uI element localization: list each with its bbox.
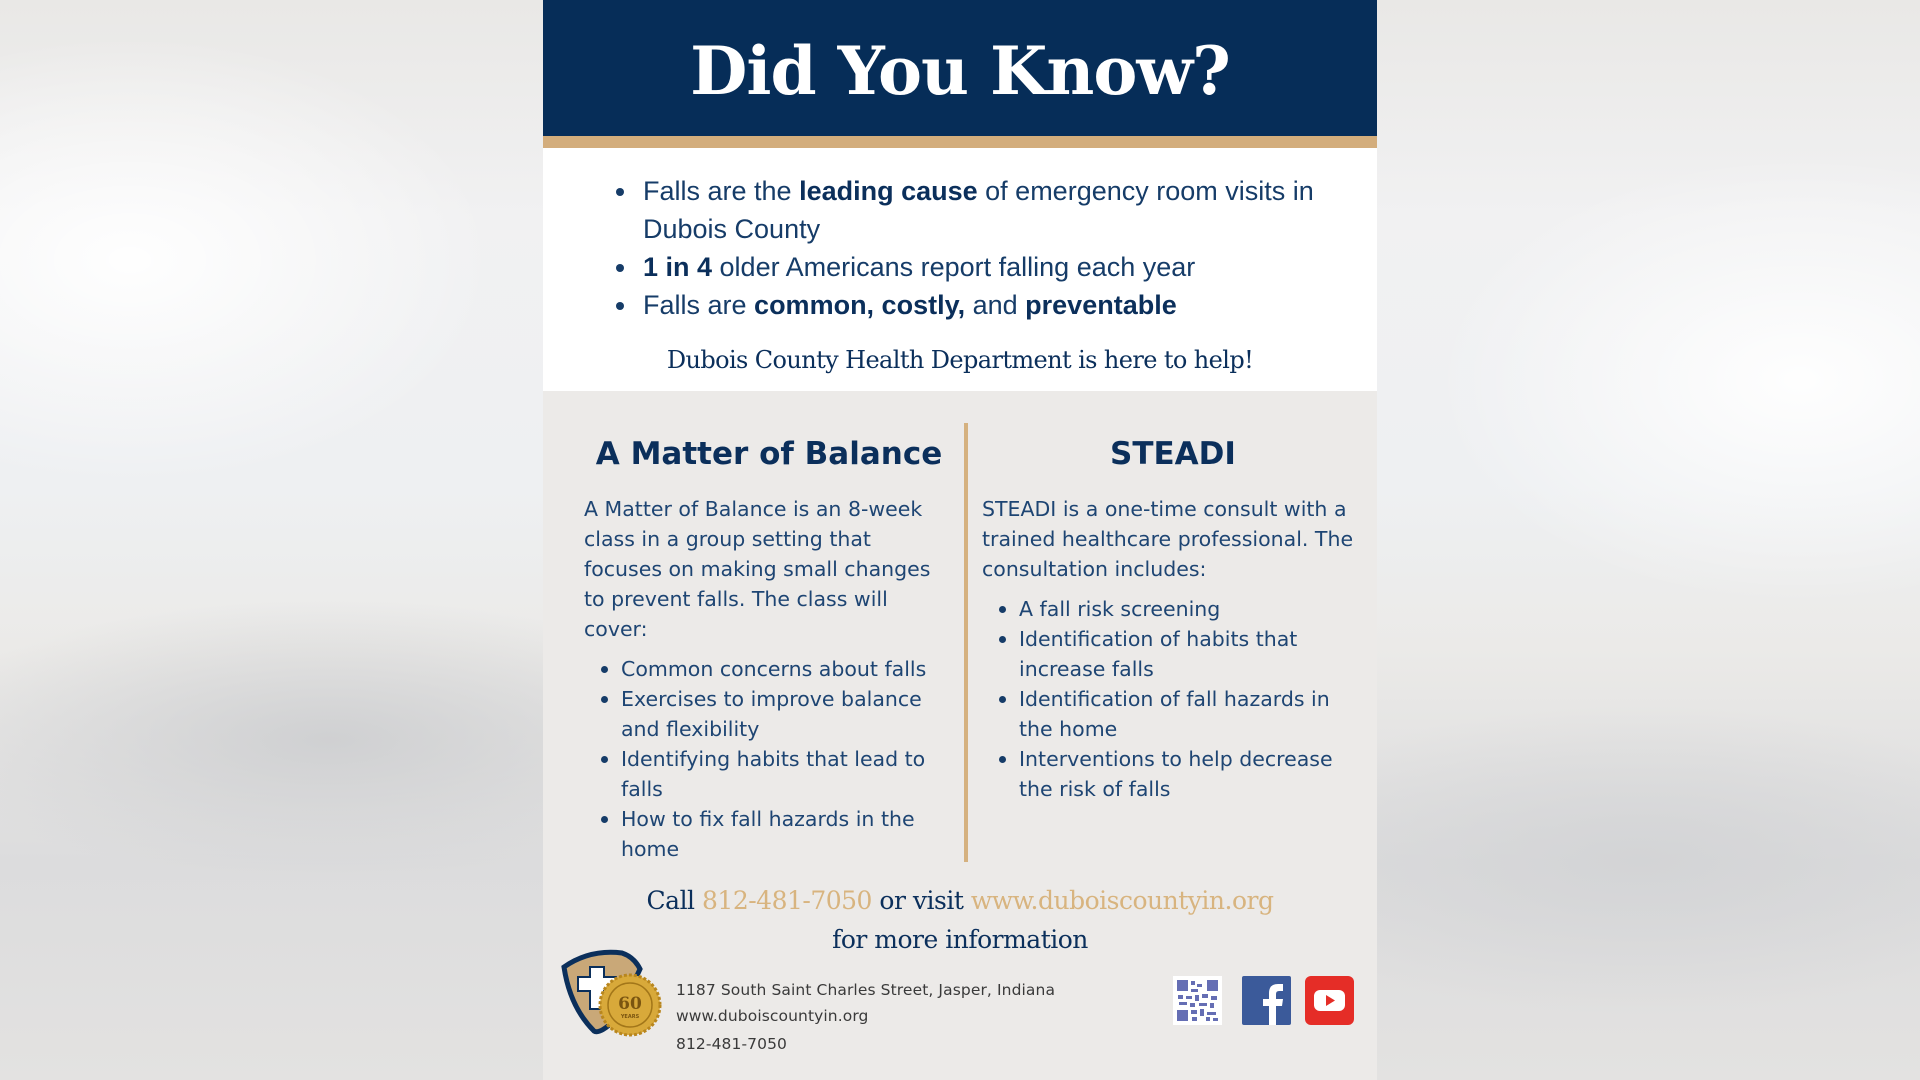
list-item: Identifying habits that lead to falls: [584, 744, 954, 804]
list-item: Identification of fall hazards in the home: [982, 684, 1357, 744]
gold-stripe: [543, 136, 1377, 148]
svg-text:YEARS: YEARS: [620, 1014, 640, 1020]
list-item: Exercises to improve balance and flexibility: [584, 684, 954, 744]
bullet-icon: [601, 816, 608, 823]
fact-item: 1 in 4 older Americans report falling each year: [543, 248, 1377, 286]
bullet-icon: [616, 264, 624, 272]
section-description: STEADI is a one-time consult with a trained healthcare professional. The consultation includes:: [982, 497, 1354, 581]
bullet-icon: [601, 666, 608, 673]
bullet-icon: [601, 696, 608, 703]
section-title: A Matter of Balance: [595, 436, 943, 472]
facebook-icon[interactable]: [1242, 976, 1291, 1025]
steadi-section: [982, 430, 1357, 804]
svg-text:60: 60: [618, 994, 642, 1014]
footer-website[interactable]: www.duboiscountyin.org: [676, 1007, 869, 1025]
call-to-action: Call 812-481-7050 or visit www.duboiscountyin.org for more information: [543, 881, 1377, 959]
youtube-icon[interactable]: [1305, 976, 1354, 1025]
footer-phone[interactable]: 812-481-7050: [676, 1035, 788, 1053]
fact-item: Falls are the leading cause of emergency room visits in Dubois County: [543, 172, 1377, 248]
matter-of-balance-section: [584, 430, 954, 864]
qr-code-icon[interactable]: [1173, 976, 1222, 1025]
website-link[interactable]: www.duboiscountyin.org: [970, 886, 1274, 915]
tagline: Dubois County Health Department is here to help!: [666, 346, 1254, 374]
bullet-icon: [999, 636, 1006, 643]
list-item: A fall risk screening: [982, 594, 1357, 624]
footer-address: 1187 South Saint Charles Street, Jasper, Indiana: [676, 981, 1056, 999]
bullet-icon: [601, 756, 608, 763]
bullet-icon: [999, 606, 1006, 613]
list-item: Identification of habits that increase falls: [982, 624, 1357, 684]
section-title: STEADI: [1110, 436, 1236, 472]
header-banner: [543, 0, 1377, 136]
facts-list: [543, 172, 1377, 324]
column-divider: [964, 423, 968, 862]
page-title: Did You Know?: [690, 32, 1230, 110]
bullet-icon: [616, 302, 624, 310]
list-item: Common concerns about falls: [584, 654, 954, 684]
steadi-includes-list: [982, 594, 1357, 804]
bullet-icon: [616, 188, 624, 196]
section-description: A Matter of Balance is an 8-week class in a group setting that focuses on making small changes to prevent falls. The class will cover:: [584, 497, 931, 641]
list-item: How to fix fall hazards in the home: [584, 804, 954, 864]
list-item: Interventions to help decrease the risk of falls: [982, 744, 1357, 804]
balance-topics-list: [584, 654, 954, 864]
bullet-icon: [999, 696, 1006, 703]
flyer: [543, 0, 1377, 1080]
bullet-icon: [999, 756, 1006, 763]
phone-link[interactable]: 812-481-7050: [702, 886, 872, 915]
more-info-text: for more information: [832, 925, 1088, 954]
health-department-logo: [560, 947, 666, 1041]
fact-item: Falls are common, costly, and preventable: [543, 286, 1377, 324]
